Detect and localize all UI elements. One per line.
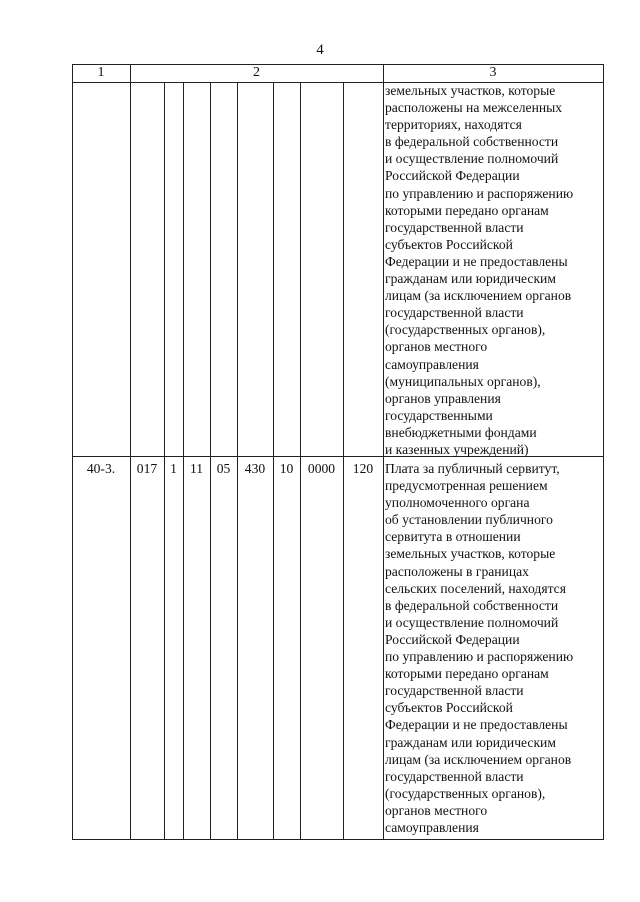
code-cell: 120 — [352, 461, 374, 476]
code-cell: 017 — [136, 461, 158, 476]
table-border-bottom — [72, 839, 604, 840]
page-number: 4 — [316, 42, 324, 58]
budget-code-table — [72, 64, 604, 840]
column-header-2: 2 — [253, 65, 260, 80]
table-border-left — [72, 64, 73, 840]
code-cell: 11 — [189, 461, 204, 476]
code-cell: 1 — [170, 461, 177, 476]
code-cell: 10 — [279, 461, 294, 476]
column-divider — [383, 64, 384, 840]
code-cell: 05 — [216, 461, 231, 476]
code-cell: 0000 — [307, 461, 336, 476]
column-header-1: 1 — [97, 65, 105, 80]
row-description: земельных участков, которые расположены на межселенных территориях, находятся в федеральной собственности и осуществление полномочий Российской Федерации по управлению и распоряжению которыми передано органам государственной власти субъектов Российской Федерации и не предоставлены гражданам или юридическим лицам (за исключением органов государственной власти (государственных органов), органов местного самоуправления (муниципальных органов), органов управления государственными внебюджетными фондами и казенных учреждений) — [385, 83, 574, 457]
column-divider — [130, 64, 131, 840]
table-border-right — [603, 64, 604, 840]
code-cell: 430 — [244, 461, 266, 476]
row-description: Плата за публичный сервитут, предусмотренная решением уполномоченного органа об установлении публичного сервитута в отношении земельных участков, которые расположены в границах сельских поселений, находятся в федеральной собственности и осуществление полномочий Российской Федерации по управлению и распоряжению которыми передано органам государственной власти субъектов Российской Федерации и не предоставлены гражданам или юридическим лицам (за исключением органов государственной власти (государственных органов), органов местного самоуправления — [385, 461, 574, 835]
row-number: 40-3. — [86, 461, 116, 476]
column-header-3: 3 — [489, 65, 497, 80]
